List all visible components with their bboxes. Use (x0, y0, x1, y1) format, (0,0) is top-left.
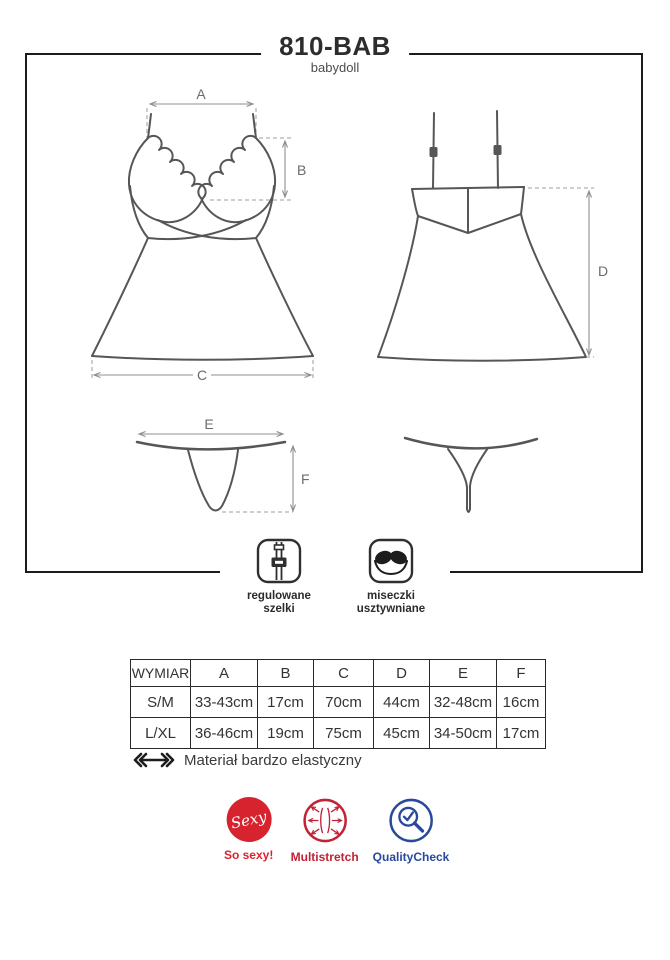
quality-check-icon (388, 797, 435, 844)
value-cell: 33-43cm (191, 687, 258, 718)
size-table-header-row (131, 660, 546, 687)
dimension-label-c: C (196, 367, 208, 383)
value-cell: 19cm (258, 718, 314, 749)
value-cell: 75cm (314, 718, 374, 749)
value-cell: 45cm (374, 718, 430, 749)
table-header-b: B (258, 660, 314, 687)
feature-label (247, 590, 311, 616)
value-cell: 17cm (258, 687, 314, 718)
value-cell: 34-50cm (430, 718, 497, 749)
badge-multistretch (291, 797, 359, 864)
page-title: 810-BAB (279, 31, 391, 61)
table-header-wymiar: WYMIAR (131, 660, 191, 687)
badge-label: QualityCheck (372, 850, 450, 864)
badges-row (221, 797, 450, 864)
value-cell: 44cm (374, 687, 430, 718)
badge-quality-check (373, 797, 450, 864)
table-header-f: F (497, 660, 546, 687)
front-babydoll-drawing (60, 88, 345, 398)
feature-label-line: regulowane (247, 590, 311, 602)
value-cell: 70cm (314, 687, 374, 718)
size-cell: L/XL (131, 718, 191, 749)
size-table-row-lxl (131, 718, 546, 749)
feature-label (357, 590, 425, 616)
sexy-badge-icon (226, 797, 271, 842)
title-block (261, 33, 409, 75)
feature-label-line: szelki (263, 603, 295, 615)
value-cell: 17cm (497, 718, 546, 749)
multistretch-icon (301, 797, 348, 844)
value-cell: 36-46cm (191, 718, 258, 749)
thong-back-drawing (395, 425, 600, 525)
material-note-text: Materiał bardzo elastyczny (184, 751, 362, 769)
feature-padded-cups (348, 537, 434, 616)
padded-cups-icon (367, 537, 415, 585)
material-note (133, 751, 362, 769)
size-table (130, 659, 546, 749)
value-cell: 16cm (497, 687, 546, 718)
dimension-label-b: B (297, 162, 307, 178)
badge-label: So sexy! (223, 848, 274, 862)
table-header-d: D (374, 660, 430, 687)
value-cell: 32-48cm (430, 687, 497, 718)
badge-label: Multistretch (290, 850, 359, 864)
badge-so-sexy (221, 797, 277, 862)
sexy-badge-text: Sexy (229, 806, 269, 833)
strap-slider-icon (494, 145, 502, 155)
dimension-label-d: D (598, 263, 609, 279)
back-babydoll-drawing (370, 105, 625, 380)
table-header-a: A (191, 660, 258, 687)
feature-label-line: usztywniane (356, 603, 426, 615)
size-cell: S/M (131, 687, 191, 718)
strap-slider-icon (430, 147, 438, 157)
table-header-e: E (430, 660, 497, 687)
feature-adjustable-straps (236, 537, 322, 616)
stretch-arrows-icon (133, 751, 175, 769)
size-table-row-sm (131, 687, 546, 718)
dimension-label-f: F (301, 471, 310, 487)
thong-front-drawing (125, 418, 340, 538)
features-block (220, 537, 450, 616)
page-subtitle: babydoll (310, 60, 360, 75)
feature-label-line: miseczki (367, 590, 415, 602)
dimension-label-e: E (204, 418, 214, 432)
table-header-c: C (314, 660, 374, 687)
adjustable-straps-icon (255, 537, 303, 585)
dimension-label-a: A (196, 88, 206, 102)
